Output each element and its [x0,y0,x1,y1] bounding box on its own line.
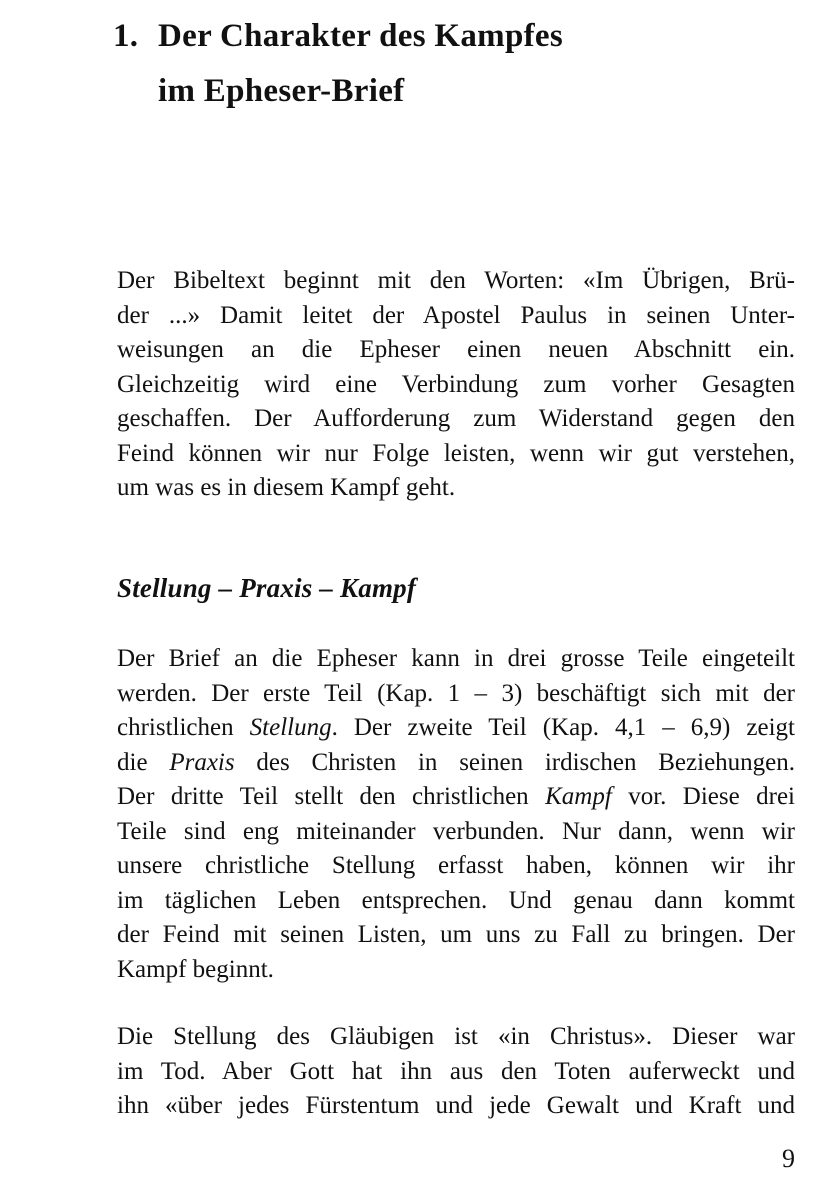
text-line [117,780,795,815]
text-segment: . Der zweite Teil (Kap. 4,1 – 6,9) zeigt [331,714,795,741]
text-segment: um was es in diesem Kampf geht. [117,474,456,501]
text-segment: im Tod. Aber Gott hat ihn aus den Toten auferweckt und [117,1057,795,1085]
paragraph-1 [117,264,795,506]
paragraph-3 [117,1020,795,1124]
text-line [117,746,795,781]
text-segment: vor. Diese drei [611,783,795,810]
text-line [117,333,795,368]
italic-text: Stellung [249,714,332,741]
text-segment: Teile sind eng miteinander verbunden. Nur dann, wenn wir [117,817,795,845]
text-segment: im täglichen Leben entsprechen. Und genau dann kommt [117,886,795,914]
page-number: 9 [782,1144,795,1173]
text-segment: ihn «über jedes Fürstentum und jede Gewalt und Kraft und [117,1092,795,1119]
text-line [117,918,795,953]
text-segment: die [117,748,170,776]
text-segment: Feind können wir nur Folge leisten, wenn wir gut verstehen, [117,439,795,467]
chapter-number: 1. [113,18,139,54]
text-segment: der Feind mit seinen Listen, um uns zu Fall zu bringen. Der [117,921,795,948]
paragraph-2 [117,642,795,987]
italic-text: Praxis [169,748,235,776]
text-segment: christlichen [117,714,250,741]
text-segment: der ...» Damit leitet der Apostel Paulus in seinen Unter- [117,301,795,329]
text-line [117,711,795,746]
text-segment: Die Stellung des Gläubigen ist «in Christus». Dieser war [117,1023,795,1050]
text-line [117,299,795,334]
text-line [117,642,795,677]
text-segment: Kampf beginnt. [117,955,274,983]
text-line [117,815,795,850]
text-segment: Gleichzeitig wird eine Verbindung zum vorher Gesagten [117,370,795,398]
text-line [117,1020,795,1055]
text-segment: werden. Der erste Teil (Kap. 1 – 3) beschäftigt sich mit der [117,679,795,707]
text-line [117,471,795,506]
italic-text: Kampf [545,783,612,810]
section-heading: Stellung – Praxis – Kampf [117,573,417,603]
text-segment: geschaffen. Der Aufforderung zum Widerstand gegen den [117,405,795,432]
text-segment: Der Bibeltext beginnt mit den Worten: «Im Übrigen, Brü- [117,267,795,294]
text-segment: weisungen an die Epheser einen neuen Abschnitt ein. [117,336,795,363]
text-line [117,677,795,712]
chapter-title-text: Der Charakter des Kampfes [158,18,563,54]
text-line [117,264,795,299]
text-line [117,368,795,403]
text-segment: Der dritte Teil stellt den christlichen [117,783,546,810]
chapter-title-line2: im Epheser-Brief [158,73,405,109]
text-segment: des Christen in seinen irdischen Beziehungen. [234,748,795,776]
text-line [117,437,795,472]
text-line [117,1089,795,1124]
text-segment: unsere christliche Stellung erfasst haben, können wir ihr [117,852,795,879]
text-line [117,402,795,437]
text-line [117,1055,795,1090]
chapter-title-line1 [113,9,563,64]
text-segment: Der Brief an die Epheser kann in drei grosse Teile eingeteilt [117,645,795,672]
text-line [117,849,795,884]
text-line [117,884,795,919]
text-line [117,953,795,988]
chapter-title [113,9,563,119]
